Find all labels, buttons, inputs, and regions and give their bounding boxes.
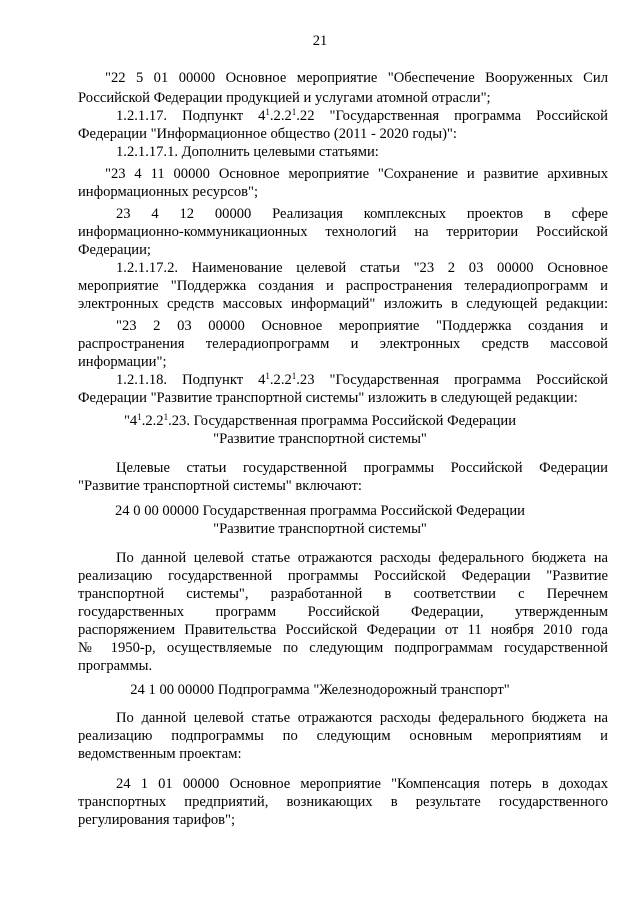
text-line: 24 0 00 00000 Государственная программа Российской Федерации xyxy=(115,503,525,519)
text-line: государственных программ Российской Федерации, утвержденным xyxy=(78,604,608,620)
text-line: ведомственным проектам: xyxy=(78,746,242,762)
text-line: распространения телерадиопрограмм и электронных средств массовой xyxy=(78,336,608,352)
text-line: 23 4 12 00000 Реализация комплексных проектов в сфере xyxy=(116,206,608,222)
text-line: "23 4 11 00000 Основное мероприятие "Сохранение и развитие архивных xyxy=(105,166,608,182)
text-line: транспортной системы", разработанной в соответствии с Перечнем xyxy=(78,586,608,602)
text-line: "Развитие транспортной системы" включают: xyxy=(78,478,362,494)
text-line: 1.2.1.18. Подпункт $4^1.2.2^1.23$ "Государственная программа Российской xyxy=(116,371,608,388)
text-line: регулирования тарифов"; xyxy=(78,812,236,828)
page-number: 21 xyxy=(312,33,328,49)
text-line: № 1950-р, осуществляемые по следующим подпрограммам государственной xyxy=(78,640,608,656)
text-line: "23 2 03 00000 Основное мероприятие "Поддержка создания и xyxy=(116,318,608,334)
text-line: По данной целевой статье отражаются расходы федерального бюджета на xyxy=(116,550,608,566)
text-line: 1.2.1.17.1. Дополнить целевыми статьями: xyxy=(116,144,379,160)
text-line: Федерации; xyxy=(78,242,151,258)
text-line: Российской Федерации продукцией и услугами атомной отрасли"; xyxy=(78,90,491,106)
text-line: Федерации "Информационное общество (2011 - 2020 годы)": xyxy=(78,126,457,142)
text-line: электронных средств массовых информаций" изложить в следующей редакции: xyxy=(78,296,608,312)
text-line: информационно-коммуникационных технологий на территории Российской xyxy=(78,224,608,240)
text-line: "$4^1.2.2^1.23$. Государственная программа Российской Федерации xyxy=(123,412,517,429)
text-line: "Развитие транспортной системы" xyxy=(213,521,427,537)
text-line: 24 1 01 00000 Основное мероприятие "Компенсация потерь в доходах xyxy=(116,776,608,792)
text-line: транспортных предприятий, возникающих в результате государственного xyxy=(78,794,608,810)
text-line: Федерации "Развитие транспортной системы" изложить в следующей редакции: xyxy=(78,390,578,406)
text-line: "22 5 01 00000 Основное мероприятие "Обеспечение Вооруженных Сил xyxy=(105,70,608,86)
text-line: 1.2.1.17.2. Наименование целевой статьи "23 2 03 00000 Основное xyxy=(116,260,608,276)
text-line: мероприятие "Поддержка создания и распространения телерадиопрограмм и xyxy=(78,278,608,294)
text-line: реализацию государственной программы Российской Федерации "Развитие xyxy=(78,568,608,584)
text-line: По данной целевой статье отражаются расходы федерального бюджета на xyxy=(116,710,608,726)
text-line: 24 1 00 00000 Подпрограмма "Железнодорожный транспорт" xyxy=(130,682,510,698)
text-line: программы. xyxy=(78,658,153,674)
text-line: реализацию подпрограммы по следующим основным мероприятиям и xyxy=(78,728,608,744)
text-line: Целевые статьи государственной программы Российской Федерации xyxy=(116,460,608,476)
text-line: распоряжением Правительства Российской Федерации от 11 ноября 2010 года xyxy=(78,622,608,638)
text-line: информационных ресурсов"; xyxy=(78,184,259,200)
text-line: информации"; xyxy=(78,354,167,370)
text-line: "Развитие транспортной системы" xyxy=(213,431,427,447)
text-line: 1.2.1.17. Подпункт $4^1.2.2^1.22$ "Государственная программа Российской xyxy=(116,107,608,124)
